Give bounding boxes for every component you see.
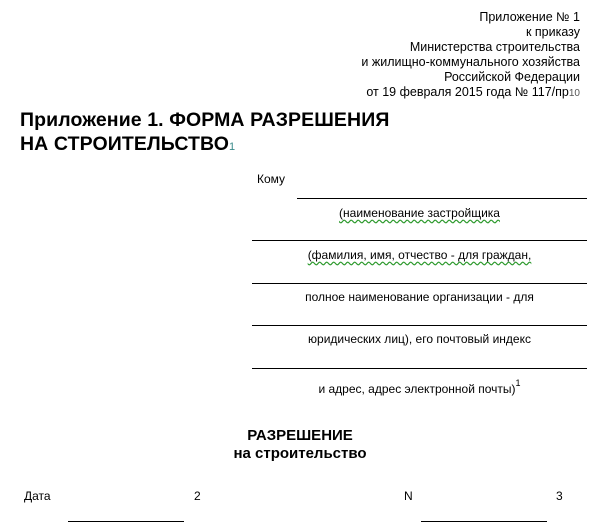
number-field-line[interactable] <box>421 521 547 522</box>
title-line-2 <box>20 132 389 159</box>
recipient-line-1[interactable] <box>297 198 587 199</box>
title-line-2-text: НА СТРОИТЕЛЬСТВО <box>20 133 230 155</box>
recipient-caption-4-text: юридических лиц), его почтовый индекс <box>308 332 531 346</box>
header-line-date-number <box>361 85 580 101</box>
recipient-line-5[interactable] <box>252 368 587 369</box>
recipient-caption-2-text: (фамилия, имя, отчество - для граждан, <box>307 248 532 262</box>
recipient-line-2[interactable] <box>252 240 587 241</box>
header-line-housing: и жилищно-коммунального хозяйства <box>361 55 580 69</box>
recipient-caption-5 <box>252 380 587 396</box>
header-line-to-order: к приказу <box>525 25 580 39</box>
page-title <box>20 108 389 159</box>
title-footnote-ref[interactable]: 1 <box>229 141 236 153</box>
recipient-caption-1 <box>252 206 587 220</box>
header-order-date: от 19 февраля 2015 года № 117/пр <box>366 85 569 99</box>
recipient-caption-1-text: (наименование застройщика <box>339 206 500 220</box>
date-field-line[interactable] <box>68 521 184 522</box>
header-line-ministry: Министерства строительства <box>409 40 580 54</box>
header-line-appendix: Приложение № 1 <box>479 10 580 24</box>
recipient-line-3[interactable] <box>252 283 587 284</box>
recipient-label: Кому <box>257 172 286 186</box>
recipient-caption-5-text: и адрес, адрес электронной почты) <box>318 382 516 396</box>
recipient-line-4[interactable] <box>252 325 587 326</box>
date-label: Дата <box>24 489 51 503</box>
number-label: N <box>404 489 413 503</box>
recipient-caption-3-text: полное наименование организации - для <box>305 290 534 304</box>
document-title-sub: на строительство <box>233 445 367 462</box>
order-reference-block <box>361 10 580 101</box>
recipient-caption-3 <box>252 290 587 304</box>
number-footnote: 3 <box>556 489 563 503</box>
header-line-federation: Российской Федерации <box>444 70 580 84</box>
document-title-main: РАЗРЕШЕНИЕ <box>247 427 353 444</box>
title-line-1: Приложение 1. ФОРМА РАЗРЕШЕНИЯ <box>20 109 390 131</box>
header-footnote-ref[interactable]: 10 <box>568 88 580 99</box>
recipient-caption-4 <box>252 332 587 346</box>
date-footnote: 2 <box>194 489 201 503</box>
recipient-footnote-ref: 1 <box>515 378 521 388</box>
recipient-caption-2 <box>252 248 587 262</box>
document-title <box>0 427 600 463</box>
